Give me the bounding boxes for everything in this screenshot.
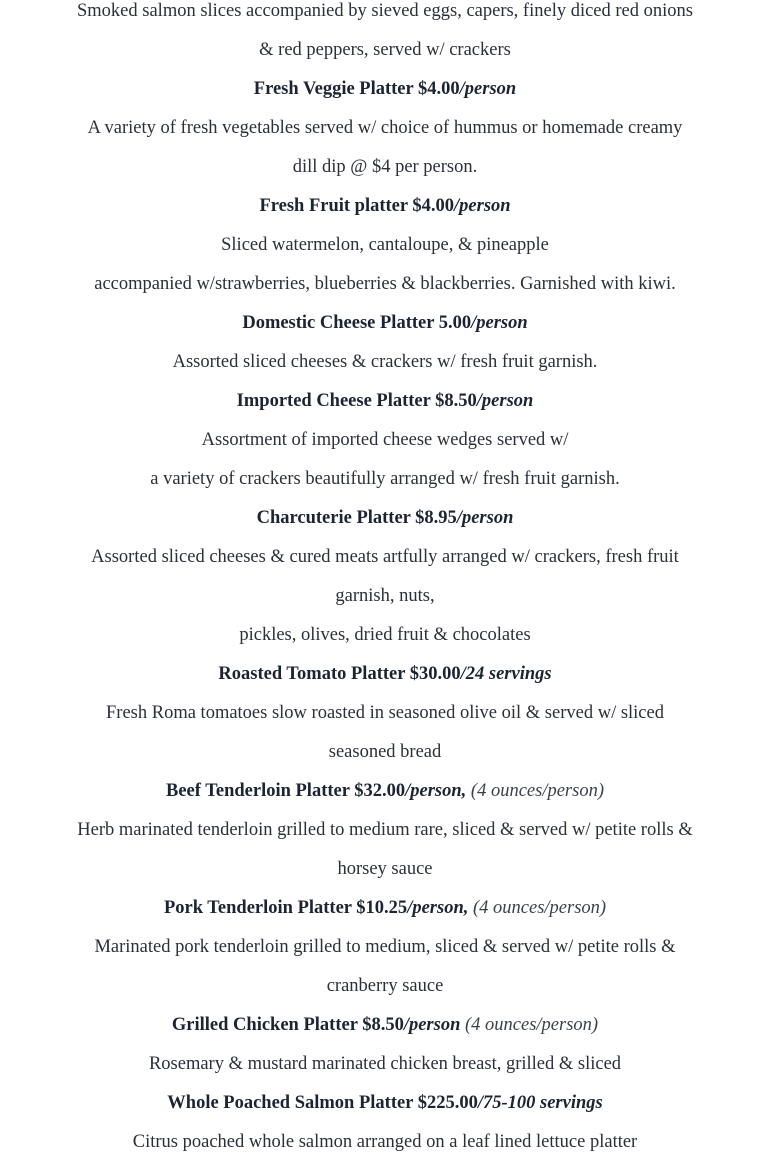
- menu-item-description: & red peppers, served w/ crackers: [259, 40, 511, 60]
- menu-item-title-grilled-chicken-platter: [0, 1006, 770, 1045]
- menu-item-title-pork-tenderloin-platter: [0, 889, 770, 928]
- menu-item-title-fresh-fruit-platter: [0, 187, 770, 226]
- menu-item-description: horsey sauce: [337, 859, 433, 879]
- item-price-unit: /person: [403, 1015, 461, 1035]
- menu-item-description: Sliced watermelon, cantaloupe, & pineapple: [221, 235, 549, 255]
- menu-item-description: Smoked salmon slices accompanied by sieved eggs, capers, finely diced red onions: [77, 1, 693, 21]
- menu-item-title-fresh-veggie-platter: [0, 70, 770, 109]
- item-portion-note: (4 ounces/person): [466, 781, 604, 801]
- menu-item-description: Assorted sliced cheeses & crackers w/ fresh fruit garnish.: [172, 352, 598, 372]
- menu-item-description: cranberry sauce: [326, 976, 444, 996]
- menu-item: [0, 499, 770, 655]
- menu-item: [0, 382, 770, 499]
- menu-item-description: garnish, nuts,: [335, 586, 435, 606]
- menu-item-description: A variety of fresh vegetables served w/ choice of hummus or homemade creamy: [87, 118, 683, 138]
- menu-item: [0, 889, 770, 1006]
- item-name-price: Grilled Chicken Platter $8.50: [171, 1015, 404, 1035]
- menu-item: [0, 655, 770, 772]
- menu-item-description: seasoned bread: [328, 742, 442, 762]
- menu-item-description: Herb marinated tenderloin grilled to medium rare, sliced & served w/ petite rolls &: [77, 820, 693, 840]
- menu-item-description: pickles, olives, dried fruit & chocolates: [239, 625, 531, 645]
- menu-item-title-imported-cheese-platter: [0, 382, 770, 421]
- item-name-price: Imported Cheese Platter $8.50: [236, 391, 477, 411]
- item-price-unit: /person,: [405, 781, 467, 801]
- menu-item-description: Assorted sliced cheeses & cured meats artfully arranged w/ crackers, fresh fruit: [91, 547, 679, 567]
- menu-item: [0, 70, 770, 187]
- menu-item: [0, 304, 770, 382]
- item-price-unit: /75-100 servings: [477, 1093, 603, 1113]
- menu-item: [0, 187, 770, 304]
- item-price-unit: /person,: [407, 898, 469, 918]
- menu-item-description: accompanied w/strawberries, blueberries & blackberries. Garnished with kiwi.: [94, 274, 676, 294]
- menu-item-description: Rosemary & mustard marinated chicken breast, grilled & sliced: [148, 1054, 622, 1074]
- menu-item-title-whole-poached-salmon-platter: [0, 1084, 770, 1123]
- item-price-unit: /person: [459, 79, 517, 99]
- menu-item: [0, 772, 770, 889]
- item-price-unit: /person: [454, 196, 511, 216]
- item-portion-note: (4 ounces/person): [460, 1015, 599, 1035]
- menu-item: [0, 1006, 770, 1084]
- menu-item-description: a variety of crackers beautifully arranged w/ fresh fruit garnish.: [150, 469, 620, 489]
- item-name-price: Beef Tenderloin Platter $32.00: [166, 781, 406, 801]
- menu-item-description: dill dip @ $4 per person.: [292, 157, 478, 177]
- item-portion-note: (4 ounces/person): [468, 898, 607, 918]
- item-price-unit: /person: [471, 313, 528, 333]
- menu-item-description: Marinated pork tenderloin grilled to medium, sliced & served w/ petite rolls &: [94, 937, 676, 957]
- menu-item: [0, 1084, 770, 1162]
- menu-item-description: Fresh Roma tomatoes slow roasted in seasoned olive oil & served w/ sliced: [106, 703, 664, 723]
- item-name-price: Charcuterie Platter $8.95: [256, 508, 457, 528]
- menu-item-title-roasted-tomato-platter: [0, 655, 770, 694]
- menu-item-description: Assortment of imported cheese wedges served w/: [201, 430, 569, 450]
- item-name-price: Whole Poached Salmon Platter $225.00: [167, 1093, 478, 1113]
- item-name-price: Fresh Veggie Platter $4.00: [253, 79, 460, 99]
- menu-item: [0, 0, 770, 70]
- item-price-unit: /person: [456, 508, 514, 528]
- item-price-unit: /person: [476, 391, 534, 411]
- item-price-unit: /24 servings: [460, 664, 552, 684]
- menu-item-title-charcuterie-platter: [0, 499, 770, 538]
- item-name-price: Pork Tenderloin Platter $10.25: [163, 898, 408, 918]
- item-name-price: Roasted Tomato Platter $30.00: [218, 664, 461, 684]
- item-name-price: Fresh Fruit platter $4.00: [259, 196, 455, 216]
- item-name-price: Domestic Cheese Platter 5.00: [242, 313, 472, 333]
- menu-item-title-beef-tenderloin-platter: [0, 772, 770, 811]
- menu-item-description: Citrus poached whole salmon arranged on a leaf lined lettuce platter: [132, 1132, 638, 1152]
- menu-item-title-domestic-cheese-platter-5-00: [0, 304, 770, 343]
